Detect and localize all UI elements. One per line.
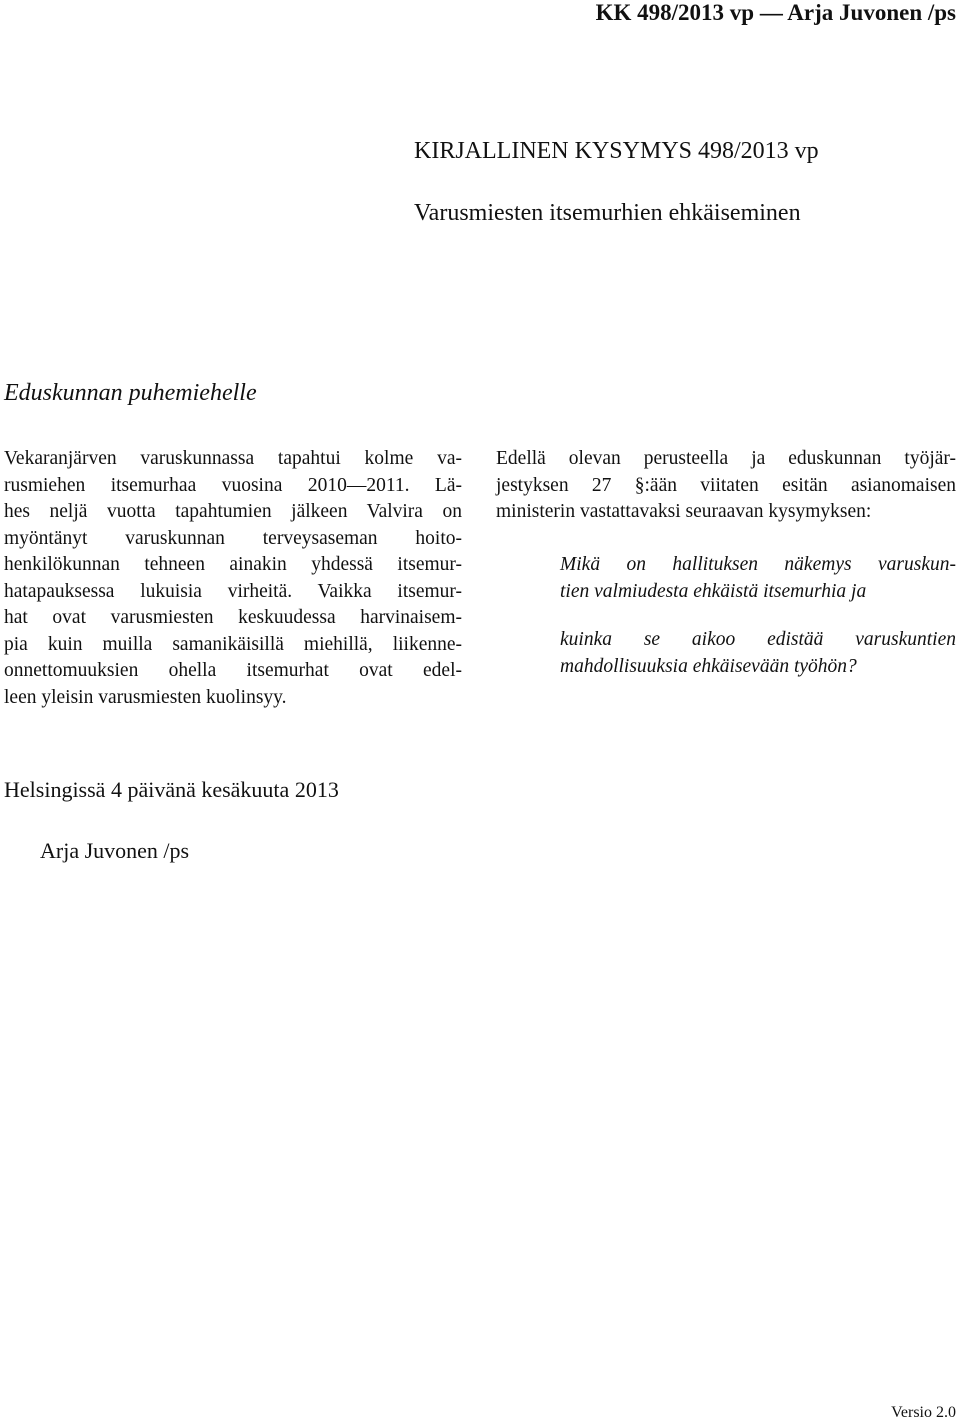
question-line: kuinka se aikoo edistää varuskuntien [560, 629, 956, 650]
question-part-2 [560, 627, 956, 680]
paragraph-line: henkilökunnan tehneen ainakin yhdessä itsemur- [4, 554, 462, 575]
paragraph-line: onnettomuuksien ohella itsemurhat ovat edel- [4, 660, 462, 681]
version-label: Versio 2.0 [891, 1404, 956, 1421]
question-part-1 [560, 552, 956, 605]
paragraph-line: leen yleisin varusmiesten kuolinsyy. [4, 686, 287, 708]
paragraph-line: hes neljä vuotta tapahtumien jälkeen Valvira on [4, 501, 462, 522]
right-column-paragraph [496, 446, 956, 526]
document-subtitle: Varusmiesten itsemurhien ehkäiseminen [414, 200, 801, 226]
question-line: mahdollisuuksia ehkäisevään työhön? [560, 655, 857, 677]
place-and-date: Helsingissä 4 päivänä kesäkuuta 2013 [4, 777, 339, 802]
paragraph-line: pia kuin muilla samanikäisillä miehillä, liikenne- [4, 633, 462, 655]
question-line: tien valmiudesta ehkäistä itsemurhia ja [560, 580, 867, 602]
paragraph-line: myöntänyt varuskunnan terveysaseman hoito- [4, 527, 462, 549]
paragraph-line: hatapauksessa lukuisia virheitä. Vaikka itsemur- [4, 580, 462, 602]
question-line: Mikä on hallituksen näkemys varuskun- [560, 554, 956, 575]
paragraph-line: Vekaranjärven varuskunnassa tapahtui kolme va- [4, 448, 462, 469]
paragraph-line: ministerin vastattavaksi seuraavan kysymyksen: [496, 501, 872, 522]
paragraph-line: hat ovat varusmiesten keskuudessa harvinaisem- [4, 607, 462, 628]
paragraph-line: rusmiehen itsemurhaa vuosina 2010—2011. Lä- [4, 474, 462, 496]
document-title: KIRJALLINEN KYSYMYS 498/2013 vp [414, 138, 819, 164]
signer-name: Arja Juvonen /ps [40, 838, 190, 863]
left-column-paragraph [4, 446, 462, 711]
paragraph-line: jestyksen 27 §:ään viitaten esitän asianomaisen [496, 474, 956, 496]
recipient-salutation: Eduskunnan puhemiehelle [4, 380, 257, 406]
running-header: KK 498/2013 vp — Arja Juvonen /ps [595, 0, 956, 25]
paragraph-line: Edellä olevan perusteella ja eduskunnan työjär- [496, 448, 956, 469]
